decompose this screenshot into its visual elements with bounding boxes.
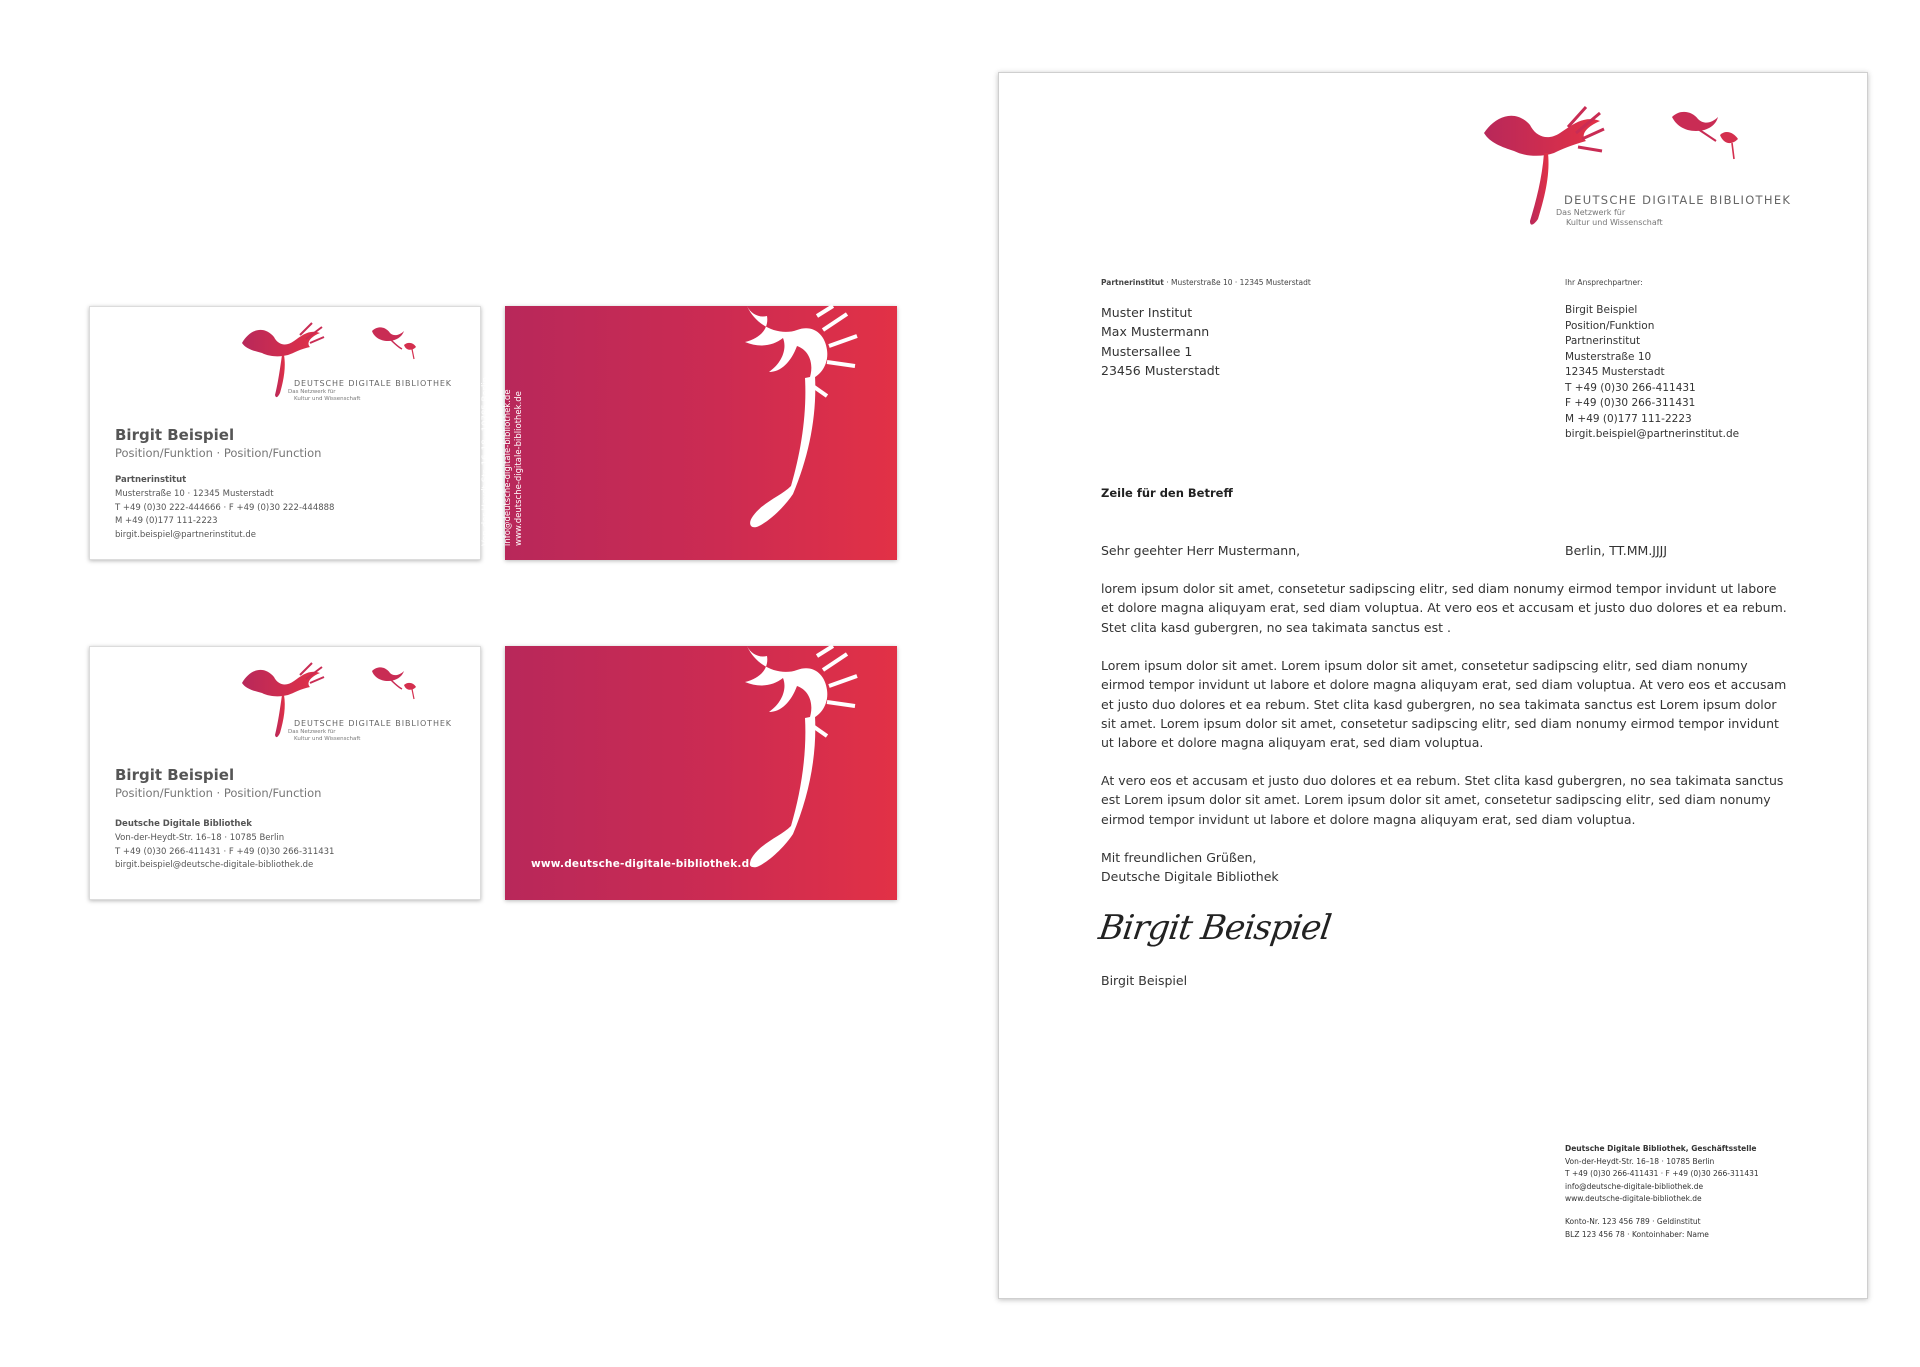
letter-footer: Deutsche Digitale Bibliothek, Geschäftsstelle Von-der-Heydt-Str. 16–18 · 10785 Berlin T +49 (0)30 266-411431 · F +49 (0)30 266-311431 info@deutsche-digitale-bibliothek.de www.deutsche-digitale-bibliothek.de (1565, 1144, 1759, 1203)
body-paragraph: lorem ipsum dolor sit amet, consetetur sadipscing elitr, sed diam nonumy eirmod tempor invidunt ut labore et dolore magna aliquyam erat, sed diam voluptua. At vero eos et accusam et justo duo dolores et ea rebum. Stet clita kasd gubergren, no sea takimata sanctus est . (1101, 581, 1787, 635)
logo-tagline: Das Netzwerk für Kultur und Wissenschaft (1556, 208, 1663, 227)
card-address: Von-der-Heydt-Str. 16–18 · 10785 Berlin (115, 833, 285, 843)
card-mobile: M +49 (0)177 111-2223 (115, 516, 218, 526)
card-phone: T +49 (0)30 266-411431 · F +49 (0)30 266-311431 (115, 847, 335, 857)
ddb-logo (1482, 103, 1812, 243)
logo-tagline: Das Netzwerk für Kultur und Wissenschaft (288, 729, 361, 742)
business-card-ddb-back (505, 646, 897, 900)
recipient-address: Muster Institut Max Mustermann Mustersallee 1 23456 Musterstadt (1101, 305, 1220, 378)
ddb-logo (240, 661, 452, 751)
dandelion-flower-icon (697, 306, 897, 560)
logo-wordmark: DEUTSCHE DIGITALE BIBLIOTHEK (294, 719, 452, 728)
business-card-partner-back (470, 306, 897, 560)
logo-wordmark: DEUTSCHE DIGITALE BIBLIOTHEK (294, 379, 452, 388)
card-email: birgit.beispiel@partnerinstitut.de (115, 530, 256, 540)
dandelion-seed-icon (368, 661, 428, 701)
letterhead-page (998, 72, 1868, 1299)
card-position: Position/Funktion · Position/Function (115, 786, 322, 800)
card-back-url: www.deutsche-digitale-bibliothek.de (531, 858, 757, 870)
dandelion-seed-icon (368, 321, 428, 361)
contact-label: Ihr Ansprechpartner: (1565, 278, 1643, 287)
card-org: Deutsche Digitale Bibliothek (115, 819, 252, 829)
card-email: birgit.beispiel@deutsche-digitale-bibliothek.de (115, 860, 314, 870)
logo-wordmark: DEUTSCHE DIGITALE BIBLIOTHEK (1564, 193, 1792, 207)
salutation: Sehr geehter Herr Mustermann, (1101, 543, 1301, 558)
contact-block: Birgit Beispiel Position/Funktion Partnerinstitut Musterstraße 10 12345 Musterstadt T +49 (0)30 266-411431 F +49 (0)30 266-311431 M +49 (0)177 111-2223 birgit.beispiel@partnerinstitut.de (1565, 304, 1740, 440)
closing: Mit freundlichen Grüßen, Deutsche Digitale Bibliothek (1101, 850, 1279, 885)
letter-date: Berlin, TT.MM.JJJJ (1565, 543, 1668, 558)
subject-line: Zeile für den Betreff (1101, 486, 1233, 500)
card-name: Birgit Beispiel (115, 766, 235, 784)
card-back-contact: Deutsche Digitale Bibliothek, Geschäftsstelle Von-der-Heydt-Str. 16–18 · 10785 Berlin T +49 (0)30 266-411431 · F 311431 info@deutsche-digitale-bibliothek.de www.deutsche-digitale-bibliothek.de (470, 328, 524, 546)
body-paragraph: Lorem ipsum dolor sit amet. Lorem ipsum dolor sit amet, consetetur sadipscing elitr, sed diam nonumy eirmod tempor invidunt ut labore et dolore magna aliquyam erat, sed diam voluptua. At vero eos et accusam et justo duo dolores et ea rebum. Stet clita kasd gubergren, no sea takimata sanctus est Lorem ipsum dolor sit amet. Lorem ipsum dolor sit amet, consetetur sadipscing elitr, sed diam nonumy eirmod tempor invidunt ut labore et dolore magna aliquyam erat, sed diam voluptua. (1101, 658, 1787, 751)
business-card-partner-front (89, 306, 481, 560)
card-address: Musterstraße 10 · 12345 Musterstadt (115, 489, 274, 499)
body-paragraph: At vero eos et accusam et justo duo dolores et ea rebum. Stet clita kasd gubergren, no sea takimata sanctus est Lorem ipsum dolor sit amet. Lorem ipsum dolor sit amet, consetetur sadipscing elitr, sed diam nonumy eirmod tempor invidunt ut labore et dolore magna aliquyam erat, sed diam voluptua. (1101, 773, 1784, 827)
signer-name: Birgit Beispiel (1101, 973, 1188, 988)
card-name: Birgit Beispiel (115, 426, 235, 444)
card-org: Partnerinstitut (115, 475, 187, 485)
logo-tagline: Das Netzwerk für Kultur und Wissenschaft (288, 389, 361, 402)
business-card-ddb-front (89, 646, 481, 900)
ddb-logo (240, 321, 452, 411)
sender-line: Partnerinstitut · Musterstraße 10 · 12345 Musterstadt (1101, 278, 1311, 287)
card-position: Position/Funktion · Position/Function (115, 446, 322, 460)
dandelion-seed-icon (1668, 103, 1758, 163)
handwritten-signature: Birgit Beispiel (1096, 908, 1334, 948)
card-phone: T +49 (0)30 222-444666 · F +49 (0)30 222-444888 (115, 503, 335, 513)
letter-footer-bank: Konto-Nr. 123 456 789 · Geldinstitut BLZ 123 456 78 · Kontoinhaber: Name (1565, 1217, 1709, 1239)
